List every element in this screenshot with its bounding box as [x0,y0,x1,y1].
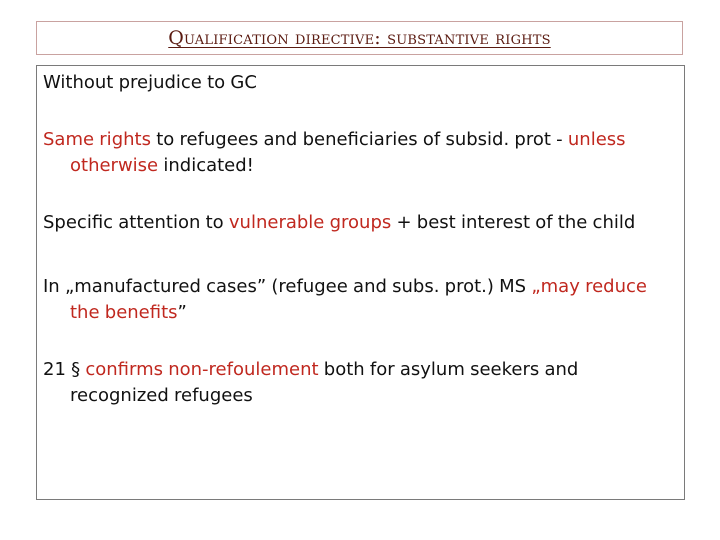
highlight-segment: „may reduce the benefits [70,276,647,323]
paragraph-vulnerable [43,210,678,236]
paragraph-non-refoulement [43,357,678,409]
text-segment: In „manufactured cases” (refugee and subs. prot.) MS [43,276,532,297]
highlight-segment: unless otherwise [70,129,626,176]
paragraph-same-rights [43,127,678,179]
paragraph-manufactured [43,274,678,326]
text-segment: Specific attention to [43,212,229,233]
text-segment: indicated! [158,155,254,176]
text-segment: to refugees and beneficiaries of subsid. prot - [150,129,568,150]
title-box [36,21,683,55]
highlight-segment: Same rights [43,129,151,150]
text-segment: ” [177,302,187,323]
content-box [36,65,685,500]
highlight-segment: vulnerable groups [228,212,392,233]
paragraph-gc [43,70,678,96]
text-segment: both for asylum seekers and recognized refugees [70,359,579,406]
highlight-segment: confirms non-refoulement [85,359,319,380]
text-segment: Without prejudice to GC [43,72,257,93]
slide-title: Qualification directive: substantive rights [168,27,551,49]
text-segment: 21 § [43,359,86,380]
text-segment: + best interest of the child [391,212,636,233]
